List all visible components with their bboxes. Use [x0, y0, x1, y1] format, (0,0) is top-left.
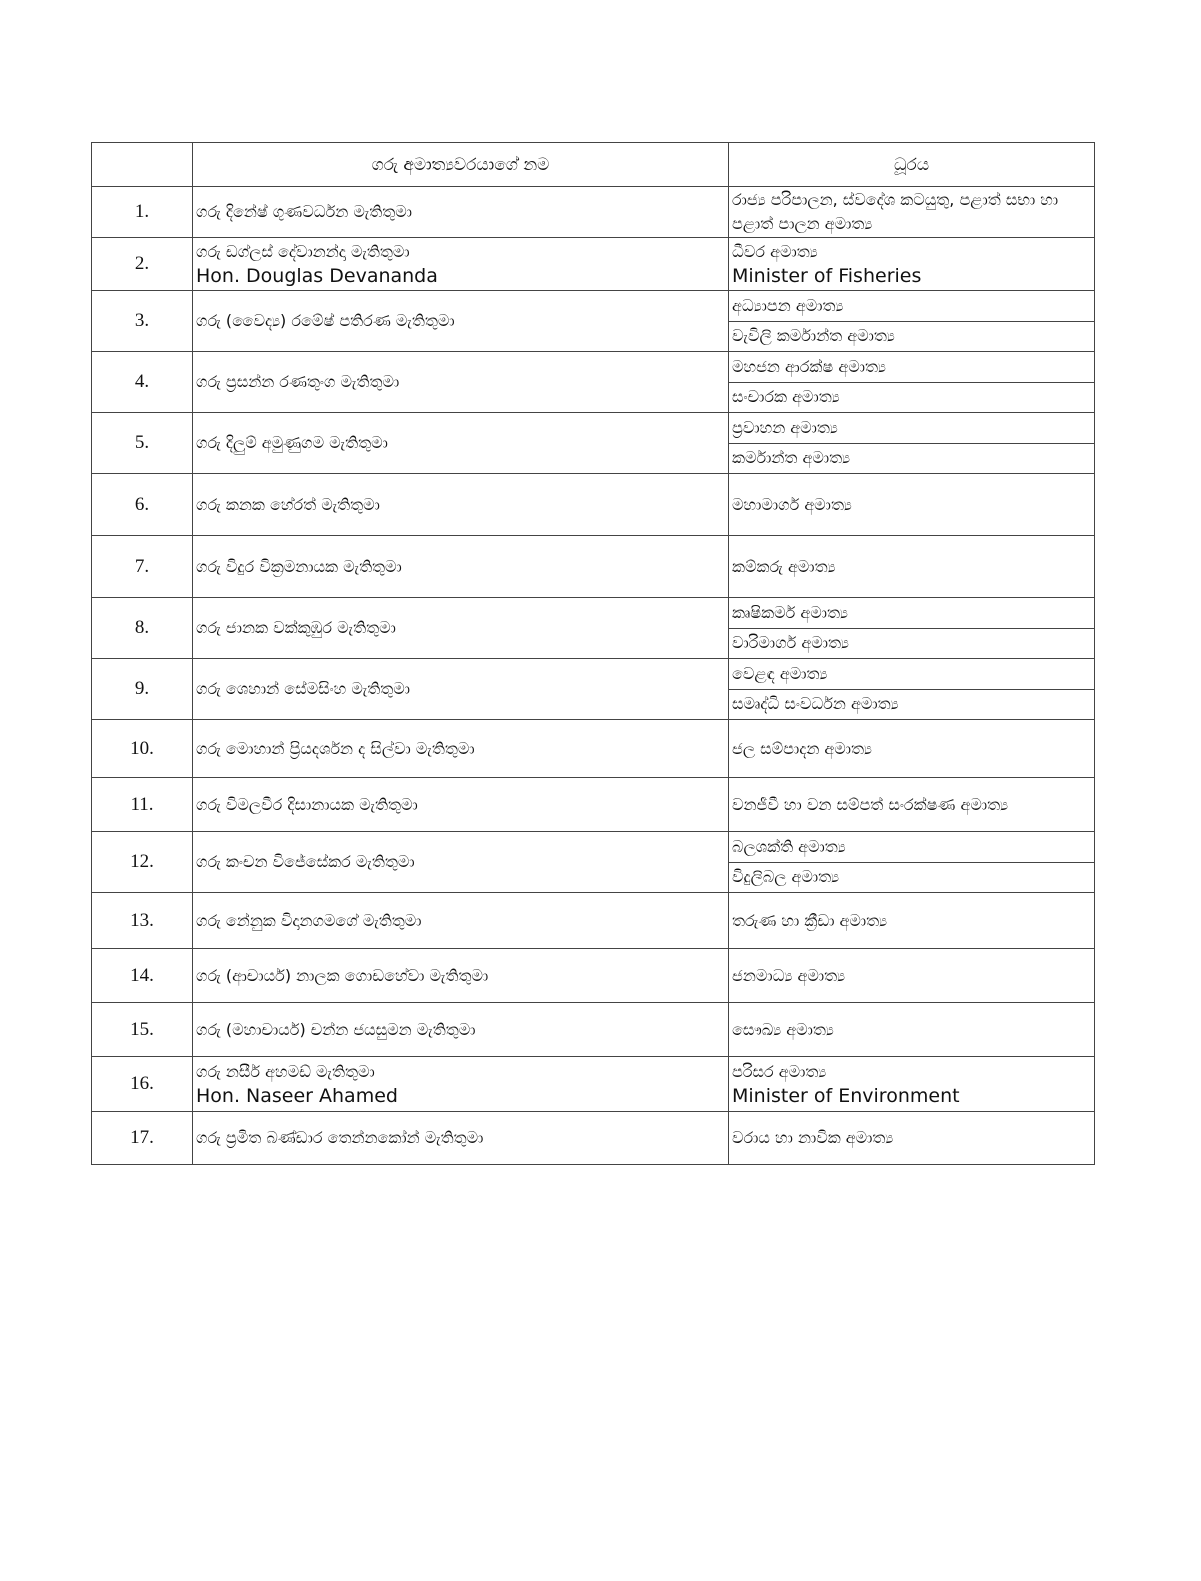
portfolio-item: තරුණ හා ක්‍රීඩා අමාත්‍ය	[732, 910, 888, 930]
table-row	[92, 1057, 1095, 1112]
row-number: 8.	[92, 598, 193, 659]
table-row	[92, 187, 1095, 238]
table-row	[92, 536, 1095, 598]
portfolio-list	[729, 413, 1094, 473]
row-number: 14.	[92, 949, 193, 1003]
row-number: 16.	[92, 1057, 193, 1112]
table-row	[92, 659, 1095, 720]
portfolio-list	[729, 659, 1094, 719]
table-row	[92, 291, 1095, 352]
portfolio-cell	[729, 893, 1095, 949]
portfolio-item: බලශක්ති අමාත්‍ය	[729, 832, 1094, 863]
minister-name: ගරු ප්‍රමිත බණ්ඩාර තෙන්නකෝන් මැතිතුමා	[196, 1128, 484, 1147]
portfolio-item: වෙළඳ අමාත්‍ය	[729, 659, 1094, 690]
row-number: 12.	[92, 832, 193, 893]
table-row	[92, 598, 1095, 659]
minister-name-cell	[193, 949, 729, 1003]
portfolio-item: විදුලිබල අමාත්‍ය	[732, 867, 840, 887]
minister-name-cell	[193, 474, 729, 536]
row-number: 13.	[92, 893, 193, 949]
portfolio-cell	[729, 720, 1095, 778]
minister-name-cell	[193, 238, 729, 291]
minister-name: ගරු දිනේෂ් ගුණවර්ධන මැතිතුමා	[196, 202, 413, 221]
portfolio-cell	[729, 1112, 1095, 1165]
minister-name-cell	[193, 1112, 729, 1165]
minister-name-cell	[193, 659, 729, 720]
table-row	[92, 238, 1095, 291]
portfolio-list	[729, 598, 1094, 658]
portfolio-item: ජල සම්පාදන අමාත්‍ය	[732, 738, 872, 758]
portfolio-item: කර්මාන්ත අමාත්‍ය	[732, 448, 851, 468]
portfolio-cell	[729, 949, 1095, 1003]
table-row	[92, 778, 1095, 832]
portfolio-cell	[729, 187, 1095, 238]
minister-name-cell	[193, 832, 729, 893]
table-row	[92, 949, 1095, 1003]
table-row	[92, 1112, 1095, 1165]
minister-name: ගරු මොහාන් ප්‍රියදර්ශන ද සිල්වා මැතිතුමා	[196, 738, 475, 758]
table-row	[92, 893, 1095, 949]
portfolio-item: වැවිලි කර්මාන්ත අමාත්‍ය	[732, 326, 895, 346]
portfolio-english: Minister of Environment	[732, 1085, 960, 1107]
portfolio-cell	[729, 238, 1095, 291]
portfolio-item: ප්‍රවාහන අමාත්‍ය	[729, 413, 1094, 444]
portfolio-cell	[729, 536, 1095, 598]
minister-name: ගරු (මහාචාර්ය) චන්න ජයසුමන මැතිතුමා	[196, 1019, 476, 1039]
row-number: 10.	[92, 720, 193, 778]
minister-name-cell	[193, 352, 729, 413]
portfolio-cell	[729, 291, 1095, 352]
portfolio-item: වාරිමාර්ග අමාත්‍ය	[732, 633, 849, 653]
minister-name-cell	[193, 413, 729, 474]
row-number: 17.	[92, 1112, 193, 1165]
minister-name-cell	[193, 536, 729, 598]
minister-name-cell	[193, 1057, 729, 1112]
header-minister-name: ගරු අමාත්‍යවරයාගේ නම	[193, 143, 729, 187]
minister-name: ගරු කංචන විජේසේකර මැතිතුමා	[196, 852, 415, 871]
minister-name: ගරු දිලුම් අමුණුගම මැතිතුමා	[196, 433, 388, 452]
minister-name: ගරු විමලවීර දිසානායක මැතිතුමා	[196, 794, 418, 814]
minister-name: ගරු (ආචාර්ය) නාලක ගොඩහේවා මැතිතුමා	[196, 965, 489, 985]
portfolio-item: මහජන ආරක්ෂ අමාත්‍ය	[729, 352, 1094, 383]
portfolio-list	[729, 832, 1094, 892]
table-row	[92, 413, 1095, 474]
minister-name-english: Hon. Naseer Ahamed	[196, 1085, 398, 1107]
portfolio-item: රාජ්‍ය පරිපාලන, ස්වදේශ කටයුතු, පළාත් සභා හා පළාත් පාලන අමාත්‍ය	[732, 190, 1059, 233]
portfolio-cell	[729, 413, 1095, 474]
table-body	[92, 187, 1095, 1165]
minister-name: ගරු ඩග්ලස් දේවානන්දා මැතිතුමා	[196, 242, 410, 261]
portfolio-cell	[729, 352, 1095, 413]
portfolio-cell	[729, 1003, 1095, 1057]
portfolio-cell	[729, 778, 1095, 832]
portfolio-item: කම්කරු අමාත්‍ය	[732, 556, 836, 576]
minister-name-cell	[193, 598, 729, 659]
table-row	[92, 352, 1095, 413]
minister-name-cell	[193, 778, 729, 832]
row-number: 5.	[92, 413, 193, 474]
portfolio-english: Minister of Fisheries	[732, 265, 922, 287]
table-row	[92, 720, 1095, 778]
portfolio-cell	[729, 474, 1095, 536]
portfolio-item: පරිසර අමාත්‍ය	[732, 1062, 827, 1081]
minister-name: ගරු කනක හේරත් මැතිතුමා	[196, 494, 380, 514]
portfolio-cell	[729, 598, 1095, 659]
portfolio-item: මහාමාර්ග අමාත්‍ය	[732, 494, 852, 514]
minister-name: ගරු විදුර වික්‍රමනායක මැතිතුමා	[196, 556, 402, 576]
portfolio-item: කෘෂිකර්ම අමාත්‍ය	[729, 598, 1094, 629]
portfolio-list	[729, 291, 1094, 351]
row-number: 7.	[92, 536, 193, 598]
minister-name-cell	[193, 187, 729, 238]
portfolio-item: අධ්‍යාපන අමාත්‍ය	[729, 291, 1094, 322]
portfolio-cell	[729, 832, 1095, 893]
portfolio-item: ධීවර අමාත්‍ය	[732, 242, 818, 261]
header-number	[92, 143, 193, 187]
table-header-row	[92, 143, 1095, 187]
portfolio-item: වරාය හා නාවික අමාත්‍ය	[732, 1128, 894, 1147]
portfolio-item: සෞඛ්‍ය අමාත්‍ය	[732, 1019, 834, 1039]
row-number: 6.	[92, 474, 193, 536]
portfolio-item: සමෘද්ධි සංවර්ධන අමාත්‍ය	[732, 694, 899, 714]
row-number: 4.	[92, 352, 193, 413]
portfolio-item: වනජීවී හා වන සම්පත් සංරක්ෂණ අමාත්‍ය	[732, 794, 1009, 814]
minister-name: ගරු නේනුක විදානගමගේ මැතිතුමා	[196, 910, 422, 930]
portfolio-cell	[729, 1057, 1095, 1112]
minister-name-cell	[193, 1003, 729, 1057]
minister-name: ගරු ප්‍රසන්න රණතුංග මැතිතුමා	[196, 372, 400, 391]
minister-name: ගරු (වෛද්‍ය) රමේෂ් පතිරණ මැතිතුමා	[196, 311, 455, 330]
table-row	[92, 1003, 1095, 1057]
header-portfolio: ධූරය	[729, 143, 1095, 187]
minister-name: ගරු නසීර් අහමඩ් මැතිතුමා	[196, 1062, 375, 1081]
minister-name-cell	[193, 291, 729, 352]
portfolio-cell	[729, 659, 1095, 720]
minister-name-english: Hon. Douglas Devananda	[196, 265, 438, 287]
row-number: 9.	[92, 659, 193, 720]
row-number: 3.	[92, 291, 193, 352]
row-number: 11.	[92, 778, 193, 832]
table-row	[92, 832, 1095, 893]
table-row	[92, 474, 1095, 536]
row-number: 15.	[92, 1003, 193, 1057]
ministers-table	[91, 142, 1095, 1165]
portfolio-item: සංචාරක අමාත්‍ය	[732, 387, 840, 407]
row-number: 2.	[92, 238, 193, 291]
row-number: 1.	[92, 187, 193, 238]
minister-name-cell	[193, 893, 729, 949]
portfolio-item: ජනමාධ්‍ය අමාත්‍ය	[732, 965, 846, 985]
minister-name: ගරු ජානක වක්කුඹුර මැතිතුමා	[196, 618, 396, 637]
minister-name-cell	[193, 720, 729, 778]
portfolio-list	[729, 352, 1094, 412]
minister-name: ගරු ශෙහාන් සේමසිංහ මැතිතුමා	[196, 679, 411, 698]
